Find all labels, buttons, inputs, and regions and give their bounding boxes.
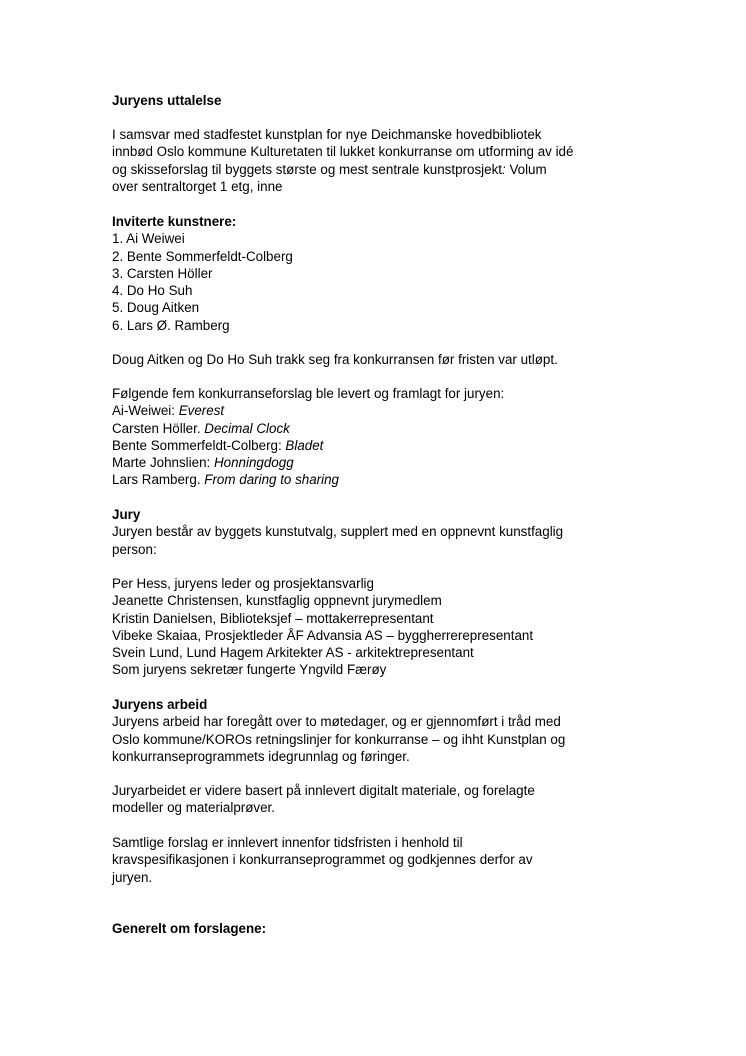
paragraph-line: juryen. <box>112 869 153 885</box>
proposal-title: From daring to sharing <box>204 472 340 488</box>
proposal-title: Everest <box>178 403 225 419</box>
proposal-item <box>112 471 504 488</box>
paragraph-line: kravspesifikasjonen i konkurranseprogrammet og godkjennes derfor av <box>112 852 533 868</box>
list-item: 5. Doug Aitken <box>112 300 200 316</box>
list-item: 2. Bente Sommerfeldt-Colberg <box>112 248 293 264</box>
paragraph-line: modeller og materialprøver. <box>112 800 275 816</box>
invited-artists <box>112 213 293 334</box>
jury-member: Svein Lund, Lund Hagem Arkitekter AS - arkitektrepresentant <box>112 645 474 661</box>
intro-line-text: og skisseforslag til byggets største og mest sentrale kunstprosjekt <box>112 161 502 177</box>
jury-work-section <box>112 696 565 765</box>
jury-work-heading: Juryens arbeid <box>112 697 208 712</box>
jury-work-paragraph-3 <box>112 834 533 886</box>
jury-section <box>112 506 563 558</box>
jury-member: Jeanette Christensen, kunstfaglig oppnevnt jurymedlem <box>112 593 442 609</box>
proposal-item <box>112 454 504 471</box>
proposal-artist: Carsten Höller. <box>112 420 205 436</box>
jury-member: Kristin Danielsen, Biblioteksjef – mottakerrepresentant <box>112 610 434 626</box>
section-heading-juryens-uttalelse: Juryens uttalelse <box>112 93 222 108</box>
intro-line: innbød Oslo kommune Kulturetaten til lukket konkurranse om utforming av idé <box>112 144 574 160</box>
proposals-list <box>112 385 504 489</box>
intro-line: over sentraltorget 1 etg, inne <box>112 178 283 194</box>
withdrawn-note: Doug Aitken og Do Ho Suh trakk seg fra konkurransen før fristen var utløpt. <box>112 352 558 367</box>
proposal-artist: Bente Sommerfeldt-Colberg: <box>112 437 286 453</box>
intro-line <box>112 161 573 178</box>
proposal-title: Decimal Clock <box>204 420 290 436</box>
proposal-title: Honningdogg <box>213 455 294 471</box>
proposal-artist: Marte Johnslien: <box>112 455 214 471</box>
jury-member: Som juryens sekretær fungerte Yngvild Færøy <box>112 662 387 678</box>
jury-desc-line: person: <box>112 541 157 557</box>
list-item: 4. Do Ho Suh <box>112 283 193 299</box>
proposals-intro: Følgende fem konkurranseforslag ble levert og framlagt for juryen: <box>112 386 505 401</box>
invited-heading: Inviterte kunstnere: <box>112 214 237 229</box>
intro-line-tail: Volum <box>505 161 547 177</box>
jury-members <box>112 575 533 679</box>
proposal-item <box>112 420 504 437</box>
proposal-title: Bladet <box>285 437 324 453</box>
jury-desc-line: Juryen består av byggets kunstutvalg, supplert med en oppnevnt kunstfaglig <box>112 524 564 540</box>
intro-colon: : <box>501 161 506 177</box>
list-item: 1. Ai Weiwei <box>112 231 185 247</box>
intro-paragraph <box>112 126 573 195</box>
section-heading-generelt: Generelt om forslagene: <box>112 921 267 936</box>
list-item: 6. Lars Ø. Ramberg <box>112 317 230 333</box>
jury-heading: Jury <box>112 507 141 522</box>
proposal-artist: Lars Ramberg. <box>112 472 205 488</box>
paragraph-line: Juryarbeidet er videre basert på innlevert digitalt materiale, og forelagte <box>112 783 535 798</box>
proposal-item <box>112 402 504 419</box>
jury-work-paragraph-2 <box>112 782 535 817</box>
jury-member: Vibeke Skaiaa, Prosjektleder ÅF Advansia AS – byggherrerepresentant <box>112 627 534 643</box>
list-item: 3. Carsten Höller <box>112 265 213 281</box>
proposal-item <box>112 437 504 454</box>
intro-line: I samsvar med stadfestet kunstplan for nye Deichmanske hovedbibliotek <box>112 127 542 142</box>
paragraph-line: Samtlige forslag er innlevert innenfor tidsfristen i henhold til <box>112 835 463 850</box>
paragraph-line: Juryens arbeid har foregått over to møtedager, og er gjennomført i tråd med <box>112 714 561 730</box>
paragraph-line: Oslo kommune/KOROs retningslinjer for konkurranse – og ihht Kunstplan og <box>112 731 566 747</box>
proposal-artist: Ai-Weiwei: <box>112 403 179 419</box>
paragraph-line: konkurranseprogrammets idegrunnlag og føringer. <box>112 748 410 764</box>
jury-member: Per Hess, juryens leder og prosjektansvarlig <box>112 576 374 591</box>
